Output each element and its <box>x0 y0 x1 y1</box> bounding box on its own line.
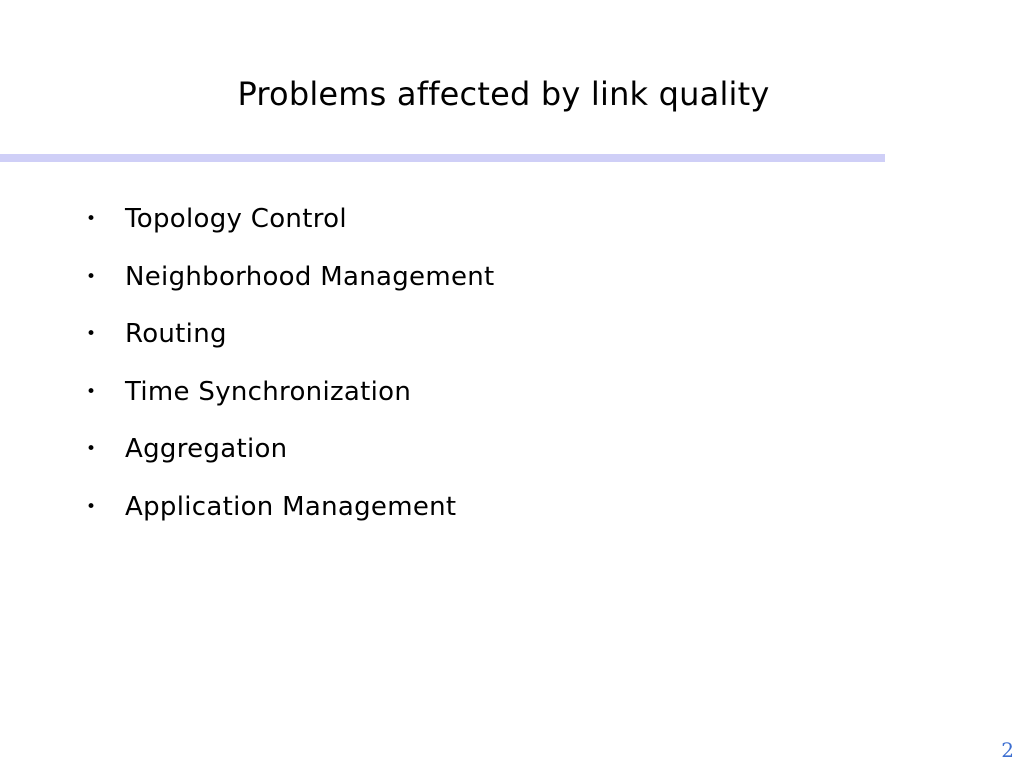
bullet-text: Routing <box>125 319 227 349</box>
bullet-dot-icon: • <box>86 439 97 459</box>
bullet-item <box>84 373 495 411</box>
bullet-item <box>84 200 495 238</box>
bullet-dot-icon: • <box>86 266 97 287</box>
bullet-dot-icon: • <box>86 381 97 402</box>
slide-title: Problems affected by link quality <box>237 75 770 113</box>
bullet-dot-icon: • <box>86 496 97 517</box>
bullet-list <box>84 200 495 545</box>
bullet-text: Topology Control <box>125 204 347 234</box>
bullet-item <box>84 488 495 526</box>
bullet-item <box>84 315 495 353</box>
bullet-dot-icon: • <box>86 209 97 229</box>
bullet-text: Application Management <box>125 491 457 522</box>
bullet-dot-icon: • <box>86 324 97 344</box>
bullet-text: Aggregation <box>125 434 288 464</box>
bullet-text: Time Synchronization <box>125 376 412 407</box>
bullet-item <box>84 430 495 468</box>
page-number: 2 <box>1001 738 1014 762</box>
bullet-text: Neighborhood Management <box>125 261 495 292</box>
title-divider <box>0 154 885 162</box>
bullet-item <box>84 258 495 296</box>
